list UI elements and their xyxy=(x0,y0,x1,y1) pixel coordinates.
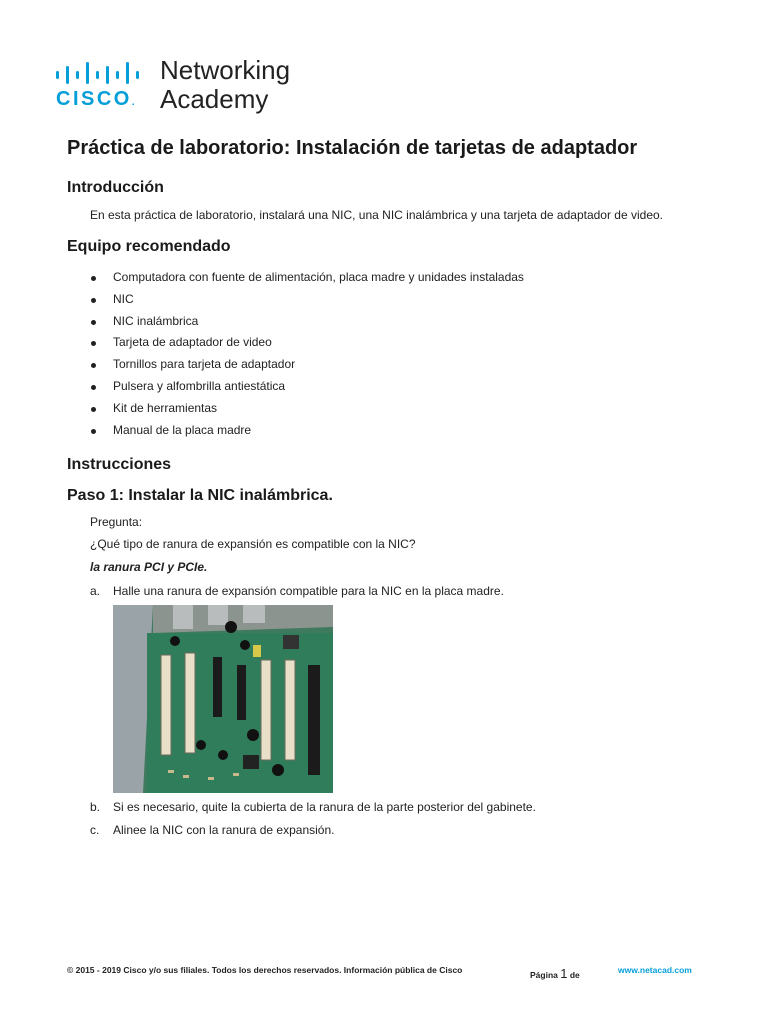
question-label: Pregunta: xyxy=(90,515,143,529)
list-item-text: Kit de herramientas xyxy=(113,400,218,415)
step-text: Si es necesario, quite la cubierta de la ranura de la parte posterior del gabinete. xyxy=(113,800,536,814)
list-item-text: Tarjeta de adaptador de video xyxy=(113,335,272,350)
list-item xyxy=(90,332,590,354)
intro-text: En esta práctica de laboratorio, instalará una NIC, una NIC inalámbrica y una tarjeta de adaptador de video. xyxy=(90,208,663,222)
list-item-text: Pulsera y alfombrilla antiestática xyxy=(113,378,286,393)
bullet-icon xyxy=(91,429,96,434)
list-item xyxy=(90,289,590,311)
step-text: Halle una ranura de expansión compatible para la NIC en la placa madre. xyxy=(113,584,504,598)
step-letter: b. xyxy=(90,800,101,814)
list-item-text: Computadora con fuente de alimentación, placa madre y unidades instaladas xyxy=(113,270,524,284)
equipment-list xyxy=(90,267,590,441)
bullet-icon xyxy=(91,363,96,368)
cisco-networking-academy-logo xyxy=(54,55,314,118)
list-item-text: NIC inalámbrica xyxy=(113,313,199,328)
list-item xyxy=(90,376,590,398)
list-item xyxy=(90,420,590,442)
list-item xyxy=(90,354,590,376)
logo-academy-text: Academy xyxy=(160,84,269,114)
footer-page-number xyxy=(530,966,580,981)
netacad-link[interactable]: www.netacad.com xyxy=(618,965,692,975)
step-c xyxy=(90,823,334,837)
question-text: ¿Qué tipo de ranura de expansión es compatible con la NIC? xyxy=(90,537,416,551)
step-text: Alinee la NIC con la ranura de expansión. xyxy=(113,823,335,837)
bullet-icon xyxy=(91,407,96,412)
equipment-heading: Equipo recomendado xyxy=(67,238,231,255)
step-b xyxy=(90,800,536,814)
list-item-text: Manual de la placa madre xyxy=(113,422,252,437)
page-of: de xyxy=(569,970,580,980)
step-a xyxy=(90,584,504,598)
bullet-icon xyxy=(91,385,96,390)
list-item-text: NIC xyxy=(113,291,134,306)
page-number: 1 xyxy=(560,966,568,981)
cisco-wordmark: CISCO. xyxy=(56,88,135,110)
list-item xyxy=(90,267,590,289)
bullet-icon xyxy=(91,276,96,281)
bullet-icon xyxy=(91,298,96,303)
list-item xyxy=(90,398,590,420)
document-title: Práctica de laboratorio: Instalación de tarjetas de adaptador xyxy=(67,137,638,159)
page-label: Página xyxy=(530,970,558,980)
footer-copyright: © 2015 - 2019 Cisco y/o sus filiales. Todos los derechos reservados. Información pública de Cisco xyxy=(67,965,463,975)
answer-text: la ranura PCI y PCIe. xyxy=(90,560,208,574)
intro-heading: Introducción xyxy=(67,179,164,196)
list-item-text: Tornillos para tarjeta de adaptador xyxy=(113,357,296,372)
step1-heading: Paso 1: Instalar la NIC inalámbrica. xyxy=(67,487,333,504)
step-letter: a. xyxy=(90,584,101,598)
bullet-icon xyxy=(91,341,96,346)
cisco-bars-icon xyxy=(54,62,150,88)
instructions-heading: Instrucciones xyxy=(67,456,172,473)
step-letter: c. xyxy=(90,823,100,837)
bullet-icon xyxy=(91,320,96,325)
motherboard-photo xyxy=(113,605,333,793)
list-item xyxy=(90,311,590,333)
logo-networking-text: Networking xyxy=(160,55,291,85)
